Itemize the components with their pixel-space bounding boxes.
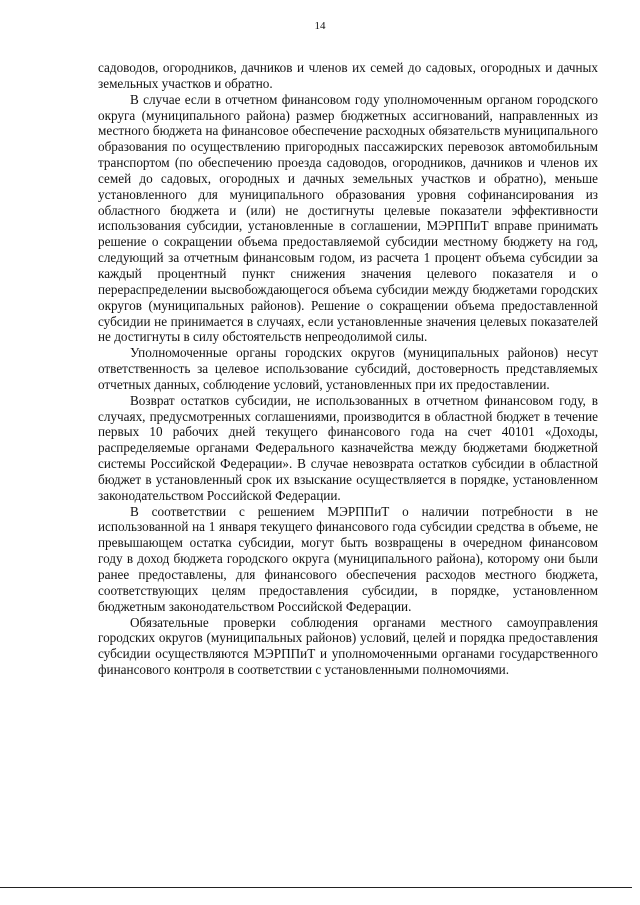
paragraph-inspections: Обязательные проверки соблюдения органами местного самоуправления городских округов (муниципальных районов) условий, целей и порядка предоставления субсидии осуществляются МЭРППиТ и уполномоченными органами государственного финансового контроля в соответствии с установленными полномочиями.	[98, 614, 598, 678]
page-number: 14	[314, 20, 326, 32]
paragraph-continuation: садоводов, огородников, дачников и членов их семей до садовых, огородных и дачных земельных участков и обратно.	[98, 60, 598, 91]
paragraph-return-of-remainders: Возврат остатков субсидии, не использованных в отчетном финансовом году, в случаях, предусмотренных соглашениями, производится в областной бюджет в течение первых 10 рабочих дней текущего финансового года на счет 40101 «Доходы, распределяемые органами Федерального казначейства между бюджетами бюджетной системы Российской Федерации». В случае невозврата остатков субсидии в областной бюджет в установленный срок их взыскание осуществляется в порядке, установленном законодательством Российской Федерации.	[98, 392, 598, 503]
bottom-rule	[0, 887, 632, 888]
paragraph-responsibility: Уполномоченные органы городских округов (муниципальных районов) несут ответственность за целевое использование субсидий, достоверность представляемых отчетных данных, соблюдение условий, установленных при их предоставлении.	[98, 345, 598, 392]
document-body	[98, 60, 598, 678]
paragraph-reallocation: В соответствии с решением МЭРППиТ о наличии потребности в не использованной на 1 января текущего финансового года субсидии средства в объеме, не превышающем остатка субсидии, могут быть возвращены в очередном финансовом году в доход бюджета городского округа (муниципального района), которому они были ранее предоставлены, для финансового обеспечения расходов местного бюджета, соответствующих целям предоставления субсидии, в порядке, установленном бюджетным законодательством Российской Федерации.	[98, 503, 598, 614]
paragraph-budget-reduction: В случае если в отчетном финансовом году уполномоченным органом городского округа (муниципального района) размер бюджетных ассигнований, направленных из местного бюджета на финансовое обеспечение расходных обязательств муниципального образования по осуществлению пригородных пассажирских перевозок автомобильным транспортом (по обеспечению проезда садоводов, огородников, дачников и членов их семей до садовых, огородных и дачных земельных участков и обратно), меньше установленного для муниципального образования уровня софинансирования из областного бюджета и (или) не достигнуты целевые показатели эффективности использования субсидии, установленные в соглашении, МЭРППиТ вправе принимать решение о сокращении объема предоставляемой субсидии местному бюджету на год, следующий за отчетным финансовым годом, из расчета 1 процент объема субсидии за каждый процентный пункт снижения значения целевого показателя и о перераспределении высвобождающегося объема субсидии между бюджетами городских округов (муниципальных районов). Решение о сокращении объема предоставленной субсидии не принимается в случаях, если установленные значения целевых показателей не достигнуты в силу обстоятельств непреодолимой силы.	[98, 91, 598, 345]
